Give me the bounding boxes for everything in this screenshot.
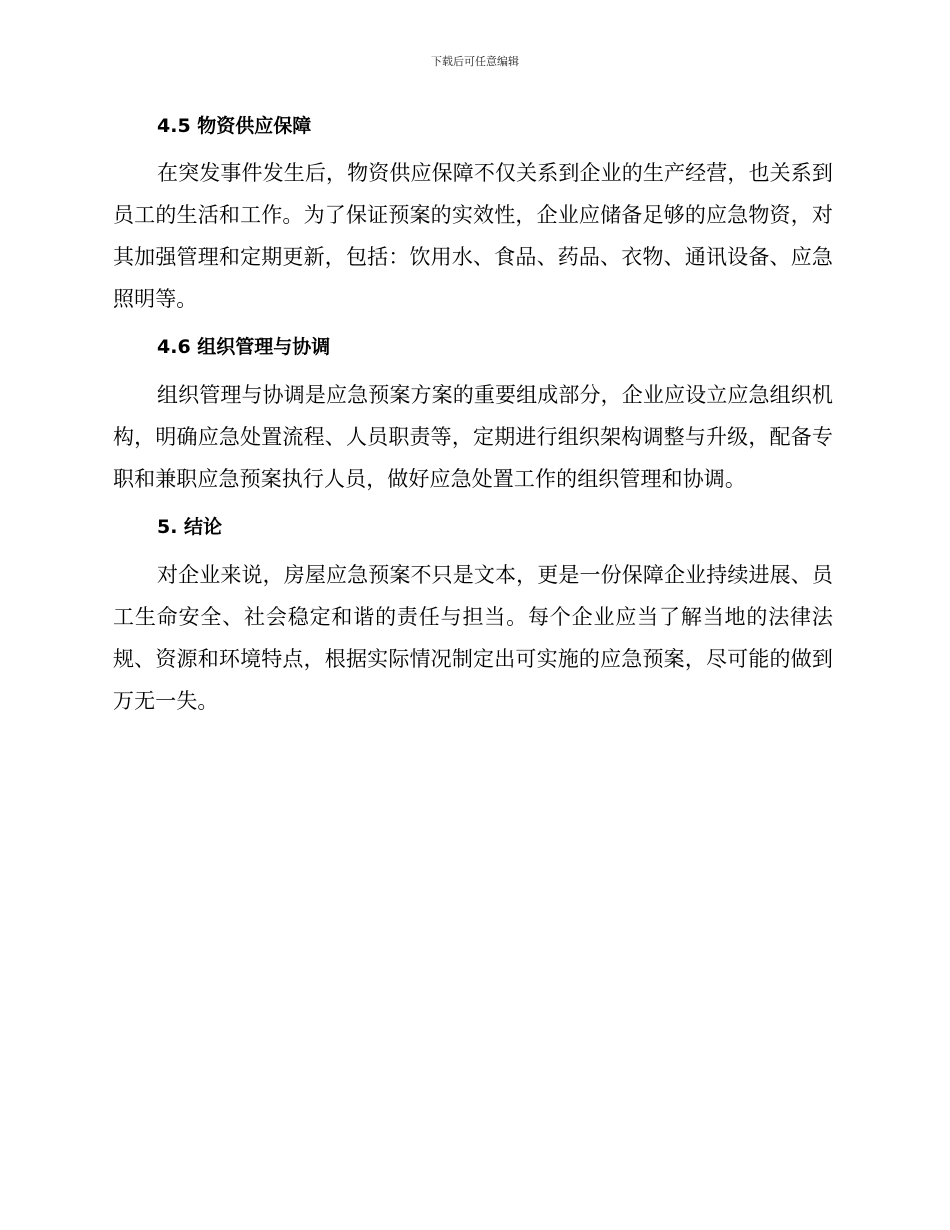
section-paragraph-conclusion: 对企业来说，房屋应急预案不只是文本，更是一份保障企业持续进展、员工生命安全、社会稳定和谐的责任与担当。每个企业应当了解当地的法律法规、资源和环境特点，根据实际情况制定出可实施的应急预案，尽可能的做到万无一失。: [113, 563, 833, 713]
section-heading-conclusion: 5. 结论: [157, 516, 223, 538]
section-heading-4-6: 4.6 组织管理与协调: [157, 336, 331, 358]
section-paragraph-4-5: 在突发事件发生后，物资供应保障不仅关系到企业的生产经营，也关系到员工的生活和工作。为了保证预案的实效性，企业应储备足够的应急物资，对其加强管理和定期更新，包括：饮用水、食品、药品、衣物、通讯设备、应急照明等。: [113, 161, 833, 311]
section-heading-4-5: 4.5 物资供应保障: [157, 115, 312, 137]
section-paragraph-4-6: 组织管理与协调是应急预案方案的重要组成部分，企业应设立应急组织机构，明确应急处置流程、人员职责等，定期进行组织架构调整与升级，配备专职和兼职应急预案执行人员，做好应急处置工作的组织管理和协调。: [113, 383, 833, 491]
document-body: [113, 111, 833, 722]
page-header: 下载后可任意编辑: [431, 55, 519, 68]
